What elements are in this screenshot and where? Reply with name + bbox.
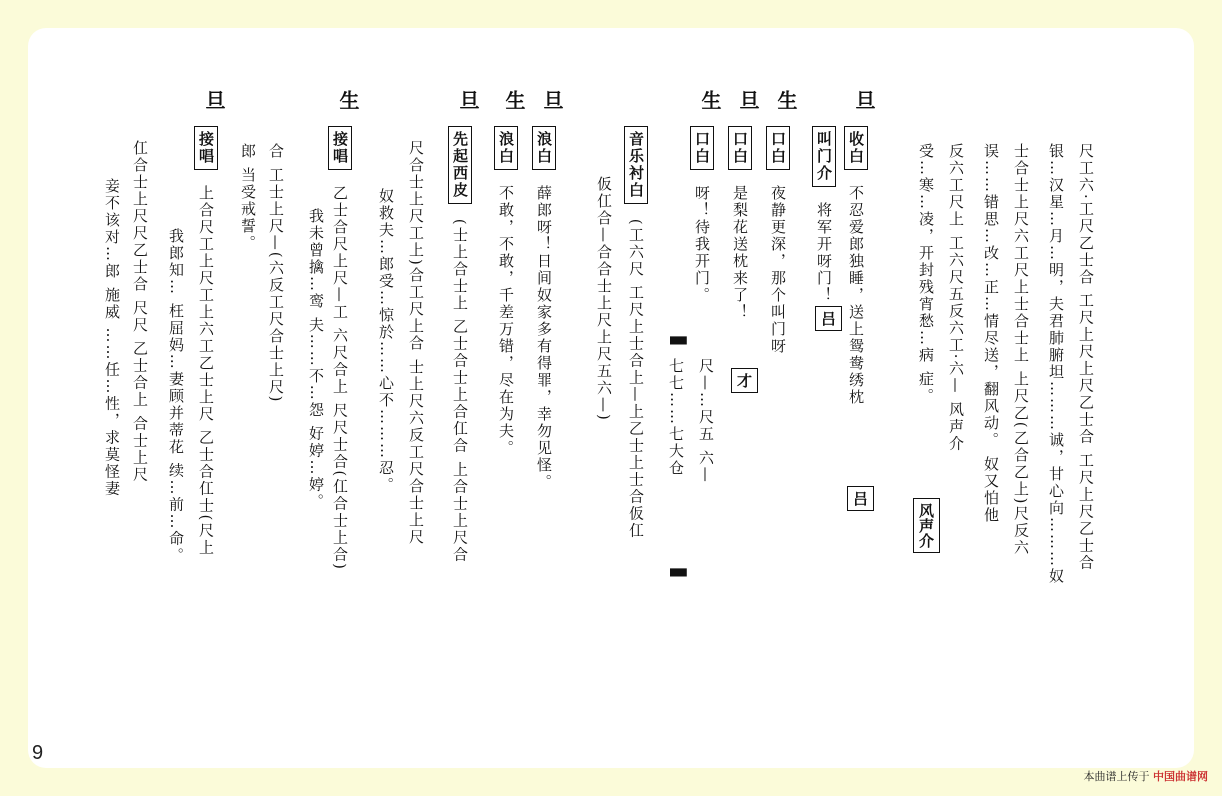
lyric-line: 误……错思…改…正…情尽送，翻风动。 奴又怕他 [982,143,1000,524]
role-dan: 旦 [456,90,480,110]
speech-column [452,126,467,563]
speech-column [198,126,213,556]
notation-line: 仮仜合—合合士上尺上尺五六—) [595,176,613,422]
percussion-label: 吕 [847,486,874,511]
speech-type-tag: 音乐衬白 [624,126,648,204]
speech-column [816,126,831,304]
site-logo: 中国曲谱网 [1153,770,1208,783]
bracket-close: ▬ [668,558,689,584]
percussion-label: 才 [731,368,758,393]
notation-line: 乙士合尺上尺—工 六尺合上 尺尺士合(仜合士上合) [331,184,349,572]
footer-credit [1084,768,1209,784]
speech-column [628,126,643,539]
lyric-line: 我未曾擒…鸾 夫……不…怨 好婷…婷。 [307,208,325,511]
lyric-line: 受…寒…凌，开封残宵愁…病 症。 [917,143,935,405]
speech-column [498,126,513,457]
notation-line: (工六尺 工尺上士合上—上乙士上士合仮仜 [627,218,645,540]
notation-line: 士合士上尺六工尺上士合士上 上尺乙(乙合乙上)尺反六 [1012,143,1030,557]
speech-type-tag: 收白 [844,126,868,170]
score-page [28,28,1194,768]
role-sheng: 生 [502,90,526,110]
page-number: 9 [32,742,44,764]
lyric-line: 郎 当受戒誓。 [239,143,257,252]
speech-column [732,126,747,321]
role-dan: 旦 [852,90,876,110]
speech-type-tag: 浪白 [494,126,518,170]
lyric-line: 银…汉星…月…明，夫君肺腑坦………诚，甘心向………奴 [1047,143,1065,585]
speech-text: 将军开呀门！ [815,201,833,304]
percussion-notation: 尺—…尺五 六— [697,358,715,484]
role-dan: 旦 [540,90,564,110]
role-sheng: 生 [336,90,360,110]
speech-type-tag: 先起西皮 [448,126,472,204]
percussion-label: 风声介 [913,498,940,553]
speech-column [848,126,863,406]
speech-type-tag: 接唱 [194,126,218,170]
notation-line: 上合尺工上尺工上六工乙士上尺 乙士合仜士(尺上 [197,184,215,557]
speech-text: 不忍爱郎独睡，送上鸳鸯绣枕 [847,184,865,406]
speech-type-tag: 口白 [766,126,790,170]
speech-column [332,126,347,571]
lyric-line: 妾不该对…郎 施威 ……任…性，求莫怪妻 [103,178,121,498]
stage-direction-tag: 叫门介 [812,126,836,187]
role-dan: 旦 [202,90,226,110]
speech-column [694,126,709,304]
speech-type-tag: 接唱 [328,126,352,170]
speech-type-tag: 口白 [690,126,714,170]
notation-line: (士上合士上 乙士合士上合仜合 上合士上尺合 [451,218,469,564]
bracket-open: ▬ [668,326,689,352]
speech-type-tag: 口白 [728,126,752,170]
percussion-notation: 七七……七大仓 [667,358,685,477]
speech-text: 呀！待我开门。 [693,184,711,304]
speech-column [536,126,551,491]
percussion-label: 吕 [815,306,842,331]
notation-line: 仜合士上尺尺乙士合 尺尺 乙士合上 合士上尺 [131,140,149,484]
lyric-line: 奴救夫…郎受…惊於……心不………忍。 [377,188,395,494]
speech-text: 不敢，不敢，千差万错，尽在为夫。 [497,184,515,457]
speech-text: 是梨花送枕来了！ [731,184,749,321]
role-dan: 旦 [736,90,760,110]
lyric-line: 我郎知… 枉屈妈…妻顾并蒂花 续…前…命。 [167,228,185,565]
speech-text: 薛郎呀！日间奴家多有得罪，幸勿见怪。 [535,184,553,491]
notation-line: 尺工六·工尺乙士合 工尺上尺上尺乙士合 工尺上尺乙士合 [1077,143,1095,572]
speech-type-tag: 浪白 [532,126,556,170]
role-sheng: 生 [698,90,722,110]
role-sheng: 生 [774,90,798,110]
footer-upload-text: 本曲谱上传于 [1083,770,1150,783]
speech-text: 夜静更深，那个叫门呀 [769,184,787,355]
speech-column [770,126,785,355]
notation-line: 尺合士上尺工上)合工尺上合 士上尺六反工尺合士上尺 [407,140,425,546]
notation-line: 合 工士上尺—(六反工尺合士上尺) [267,143,285,404]
notation-line: 反六工尺上 工六尺五反六工·六— 风声介 [947,143,965,453]
